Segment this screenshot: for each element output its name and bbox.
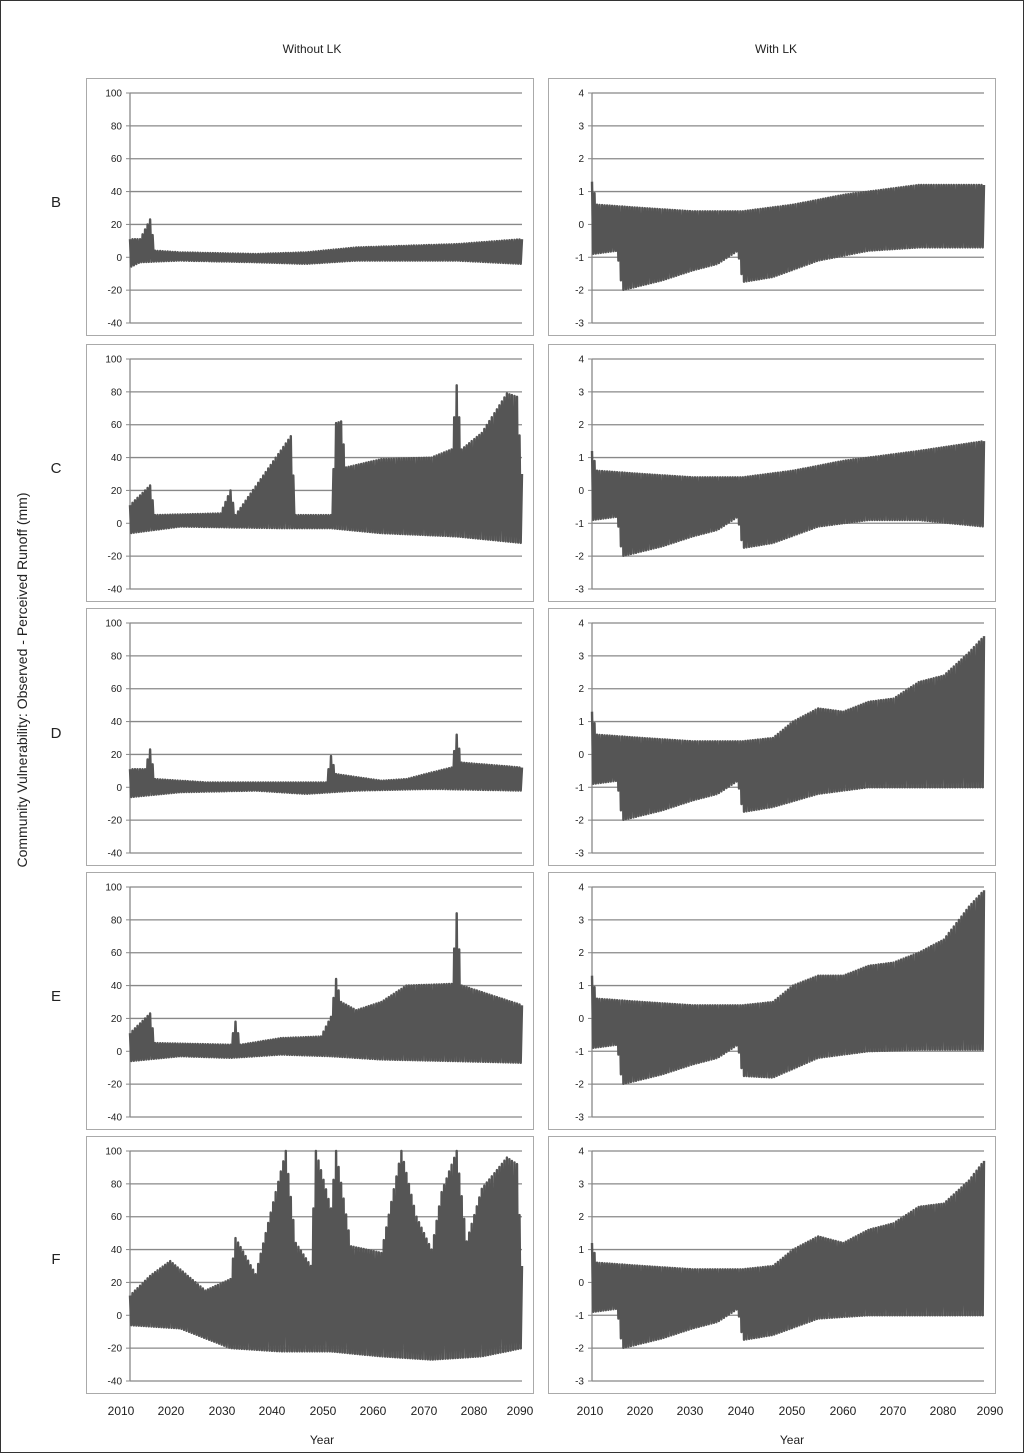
x-tick-right-2090: 2090 (976, 1404, 1004, 1418)
y-tick-label: 0 (116, 252, 122, 264)
y-tick-label: 40 (110, 981, 122, 993)
y-tick-label: 100 (105, 354, 122, 366)
y-tick-label: 2 (578, 684, 584, 696)
x-tick-right-2030: 2030 (676, 1404, 704, 1418)
y-tick-label: 0 (578, 749, 584, 761)
y-tick-label: 80 (110, 915, 122, 927)
series-line (130, 385, 522, 543)
x-tick-left-2070: 2070 (410, 1404, 438, 1418)
chart-panel-e-without-lk (86, 872, 534, 1130)
y-tick-label: 80 (110, 1179, 122, 1191)
y-tick-label: 0 (116, 1310, 122, 1322)
y-tick-label: -3 (575, 584, 584, 596)
y-tick-label: 20 (110, 219, 122, 231)
x-tick-left-2010: 2010 (107, 1404, 135, 1418)
y-tick-label: -1 (575, 252, 584, 264)
y-tick-label: -20 (107, 551, 122, 563)
y-tick-label: 100 (105, 618, 122, 630)
y-tick-label: 60 (110, 1212, 122, 1224)
y-tick-label: 2 (578, 154, 584, 166)
y-tick-label: -20 (107, 1079, 122, 1091)
y-tick-label: 1 (578, 453, 584, 465)
y-tick-label: 4 (578, 1146, 584, 1158)
y-tick-label: -2 (575, 815, 584, 827)
y-tick-label: 100 (105, 1146, 122, 1158)
chart-panel-d-with-lk (548, 608, 996, 866)
x-tick-left-2090: 2090 (506, 1404, 534, 1418)
x-tick-left-2040: 2040 (258, 1404, 286, 1418)
y-tick-label: 60 (110, 154, 122, 166)
column-header-with-lk: With LK (754, 42, 797, 56)
chart-svg-b-without-lk (87, 79, 535, 337)
chart-panel-d-without-lk (86, 608, 534, 866)
x-tick-right-2040: 2040 (727, 1404, 755, 1418)
chart-svg-e-with-lk (549, 873, 997, 1131)
y-tick-label: 1 (578, 187, 584, 199)
y-tick-label: 2 (578, 1212, 584, 1224)
y-tick-label: 0 (578, 1013, 584, 1025)
y-tick-label: -3 (575, 318, 584, 330)
y-tick-label: -40 (107, 584, 122, 596)
y-tick-label: -40 (107, 1112, 122, 1124)
y-tick-label: 40 (110, 187, 122, 199)
y-tick-label: -1 (575, 518, 584, 530)
series-line (130, 1151, 522, 1360)
y-tick-label: 3 (578, 651, 584, 663)
chart-svg-c-with-lk (549, 345, 997, 603)
y-tick-label: 80 (110, 121, 122, 133)
y-tick-label: 1 (578, 1245, 584, 1257)
chart-panel-b-without-lk (86, 78, 534, 336)
chart-panel-f-with-lk (548, 1136, 996, 1394)
y-tick-label: 3 (578, 121, 584, 133)
y-tick-label: 20 (110, 1013, 122, 1025)
y-tick-label: -3 (575, 848, 584, 860)
x-axis-title-left: Year (309, 1433, 335, 1447)
x-tick-right-2060: 2060 (829, 1404, 857, 1418)
y-tick-label: 1 (578, 717, 584, 729)
x-tick-left-2020: 2020 (157, 1404, 185, 1418)
chart-svg-b-with-lk (549, 79, 997, 337)
chart-panel-e-with-lk (548, 872, 996, 1130)
y-tick-label: 80 (110, 651, 122, 663)
y-tick-label: -20 (107, 815, 122, 827)
x-axis-title-right: Year (779, 1433, 805, 1447)
y-tick-label: 0 (578, 485, 584, 497)
y-axis-title: Community Vulnerability: Observed - Perceived Runoff (mm) (14, 492, 30, 868)
series-line (592, 636, 984, 820)
y-tick-label: 0 (578, 1277, 584, 1289)
x-tick-left-2060: 2060 (359, 1404, 387, 1418)
y-tick-label: -40 (107, 318, 122, 330)
y-tick-label: 3 (578, 915, 584, 927)
y-tick-label: -20 (107, 1343, 122, 1355)
series-line (592, 1161, 984, 1348)
x-tick-right-2080: 2080 (929, 1404, 957, 1418)
row-label-e: E (50, 988, 61, 1005)
y-tick-label: -2 (575, 1343, 584, 1355)
chart-svg-d-without-lk (87, 609, 535, 867)
x-tick-right-2050: 2050 (778, 1404, 806, 1418)
chart-svg-f-with-lk (549, 1137, 997, 1395)
y-tick-label: 1 (578, 981, 584, 993)
y-tick-label: 4 (578, 354, 584, 366)
y-tick-label: -1 (575, 782, 584, 794)
y-tick-label: 40 (110, 717, 122, 729)
chart-panel-b-with-lk (548, 78, 996, 336)
chart-svg-f-without-lk (87, 1137, 535, 1395)
y-tick-label: 40 (110, 453, 122, 465)
series-line (592, 441, 984, 556)
chart-panel-f-without-lk (86, 1136, 534, 1394)
y-tick-label: 3 (578, 387, 584, 399)
y-tick-label: 2 (578, 948, 584, 960)
series-line (130, 735, 522, 797)
x-tick-right-2020: 2020 (626, 1404, 654, 1418)
chart-panel-c-without-lk (86, 344, 534, 602)
y-tick-label: 60 (110, 420, 122, 432)
x-tick-left-2030: 2030 (208, 1404, 236, 1418)
row-label-d: D (50, 725, 62, 742)
row-label-c: C (50, 460, 62, 477)
row-label-f: F (51, 1251, 61, 1268)
y-tick-label: 0 (116, 518, 122, 530)
y-tick-label: 60 (110, 684, 122, 696)
y-tick-label: -2 (575, 551, 584, 563)
y-tick-label: 20 (110, 749, 122, 761)
series-line (130, 220, 522, 267)
column-header-without-lk: Without LK (282, 42, 342, 56)
chart-svg-c-without-lk (87, 345, 535, 603)
y-tick-label: 2 (578, 420, 584, 432)
x-tick-left-2050: 2050 (309, 1404, 337, 1418)
y-tick-label: 40 (110, 1245, 122, 1257)
y-tick-label: 100 (105, 882, 122, 894)
series-line (130, 913, 522, 1063)
chart-panel-c-with-lk (548, 344, 996, 602)
chart-svg-d-with-lk (549, 609, 997, 867)
y-tick-label: 4 (578, 88, 584, 100)
row-label-b: B (50, 194, 61, 211)
x-tick-right-2070: 2070 (879, 1404, 907, 1418)
y-tick-label: -2 (575, 1079, 584, 1091)
y-tick-label: -1 (575, 1046, 584, 1058)
y-tick-label: 4 (578, 882, 584, 894)
x-tick-right-2010: 2010 (576, 1404, 604, 1418)
y-tick-label: -3 (575, 1376, 584, 1388)
chart-svg-e-without-lk (87, 873, 535, 1131)
y-tick-label: 60 (110, 948, 122, 960)
y-tick-label: -20 (107, 285, 122, 297)
y-tick-label: -1 (575, 1310, 584, 1322)
series-line (592, 182, 984, 290)
y-tick-label: 0 (116, 1046, 122, 1058)
y-tick-label: 4 (578, 618, 584, 630)
y-tick-label: 20 (110, 485, 122, 497)
y-tick-label: -40 (107, 848, 122, 860)
y-tick-label: 20 (110, 1277, 122, 1289)
x-tick-left-2080: 2080 (460, 1404, 488, 1418)
y-tick-label: 0 (116, 782, 122, 794)
y-tick-label: -40 (107, 1376, 122, 1388)
y-tick-label: 3 (578, 1179, 584, 1191)
y-tick-label: -2 (575, 285, 584, 297)
y-tick-label: 0 (578, 219, 584, 231)
y-tick-label: 80 (110, 387, 122, 399)
y-tick-label: -3 (575, 1112, 584, 1124)
y-tick-label: 100 (105, 88, 122, 100)
